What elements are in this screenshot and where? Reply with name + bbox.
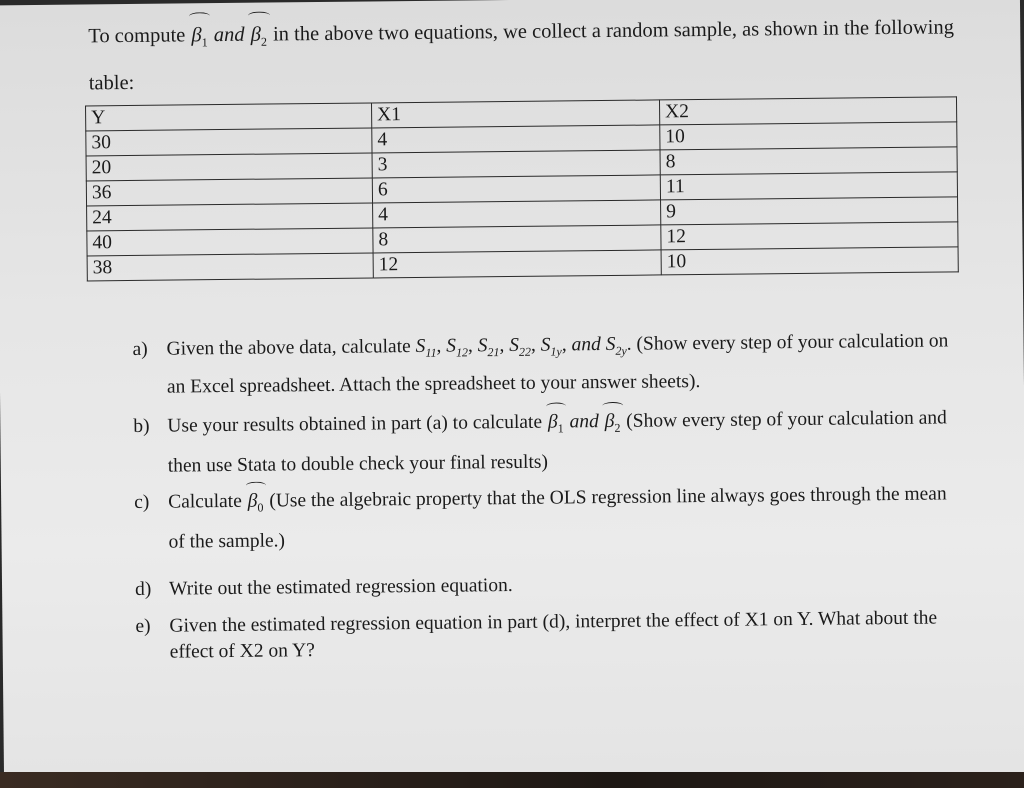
header-x1: X1 bbox=[371, 100, 659, 128]
question-d-text: Write out the estimated regression equation. bbox=[168, 574, 513, 600]
s1y-term: $S_{1y}$ bbox=[540, 334, 562, 359]
question-b-tail: (Show every step of your calculation and then use Stata to double check your final results) bbox=[167, 407, 947, 477]
cell-x1: 8 bbox=[373, 225, 661, 253]
beta-1-symbol: $\beta_1$ bbox=[190, 15, 209, 62]
cell-y: 36 bbox=[86, 178, 372, 206]
intro-paragraph bbox=[88, 7, 969, 103]
question-e bbox=[135, 605, 955, 666]
question-d bbox=[135, 565, 955, 606]
question-b bbox=[133, 401, 954, 483]
table-surface bbox=[0, 772, 1024, 788]
question-c-tail: (Use the algebraic property that the OLS regression line always goes through the mean of the sample.) bbox=[168, 483, 947, 553]
cell-x2: 12 bbox=[661, 222, 958, 250]
question-letter: c) bbox=[134, 491, 150, 513]
cell-x1: 6 bbox=[372, 175, 660, 203]
beta-2-symbol: $\beta_2$ bbox=[603, 405, 621, 445]
cell-x2: 10 bbox=[661, 247, 958, 275]
question-e-text: Given the estimated regression equation in part (d), interpret the effect of X1 on Y. What about the effect of X2 on Y? bbox=[169, 607, 938, 663]
intro-and: and bbox=[213, 23, 245, 47]
intro-text-2: in the above two equations, we collect a random sample, as shown in the following table: bbox=[88, 16, 955, 95]
cell-x2: 10 bbox=[660, 122, 957, 150]
header-x2: X2 bbox=[659, 97, 956, 125]
beta-1-symbol: $\beta_1$ bbox=[547, 405, 565, 445]
question-b-and: and bbox=[569, 410, 599, 433]
question-letter: e) bbox=[135, 615, 151, 637]
cell-y: 40 bbox=[87, 228, 373, 256]
cell-y: 30 bbox=[86, 128, 372, 156]
s12-term: $S_{12}$ bbox=[446, 335, 469, 360]
s21-term: $S_{21}$ bbox=[477, 335, 500, 360]
header-y: Y bbox=[86, 103, 372, 131]
sample-data-table bbox=[85, 96, 959, 281]
cell-y: 20 bbox=[86, 153, 372, 181]
question-letter: b) bbox=[133, 415, 150, 437]
question-letter: a) bbox=[132, 338, 148, 360]
cell-x2: 9 bbox=[661, 197, 958, 225]
s2y-term: $S_{2y}$ bbox=[605, 333, 627, 358]
cell-x1: 12 bbox=[373, 250, 661, 278]
question-c-lead: Calculate bbox=[168, 490, 242, 513]
s11-term: $S_{11}$ bbox=[415, 335, 437, 360]
question-b-lead: Use your results obtained in part (a) to calculate bbox=[167, 411, 543, 437]
s22-term: $S_{22}$ bbox=[509, 334, 532, 359]
cell-x1: 4 bbox=[373, 200, 661, 228]
beta-0-symbol: $\beta_0$ bbox=[247, 484, 265, 524]
cell-x1: 3 bbox=[372, 150, 660, 178]
question-letter: d) bbox=[134, 578, 152, 600]
question-c bbox=[134, 477, 955, 559]
cell-y: 24 bbox=[87, 203, 373, 231]
question-a-and: and bbox=[571, 334, 601, 356]
question-a: a) Given the above data, calculate $S_{11}$, $S_{12}$, $S_{21}$, $S_{22}$, $S_{1y}$, and $S_{2y}$. (Show every step of your calculation on an Excel spreadsheet. Attach the spreadsheet to your answer sheets). bbox=[132, 330, 949, 398]
intro-text-1: To compute bbox=[88, 24, 186, 48]
question-list bbox=[132, 325, 955, 667]
question-a-tail: . (Show every step of your calculation on an Excel spreadsheet. Attach the spreadsheet to your answer sheets). bbox=[166, 330, 949, 398]
cell-x1: 4 bbox=[372, 125, 660, 153]
cell-y: 38 bbox=[87, 253, 373, 281]
cell-x2: 8 bbox=[660, 147, 957, 175]
question-a-lead: Given the above data, calculate bbox=[166, 336, 411, 360]
beta-2-symbol: $\beta_2$ bbox=[249, 15, 268, 62]
cell-x2: 11 bbox=[660, 172, 957, 200]
